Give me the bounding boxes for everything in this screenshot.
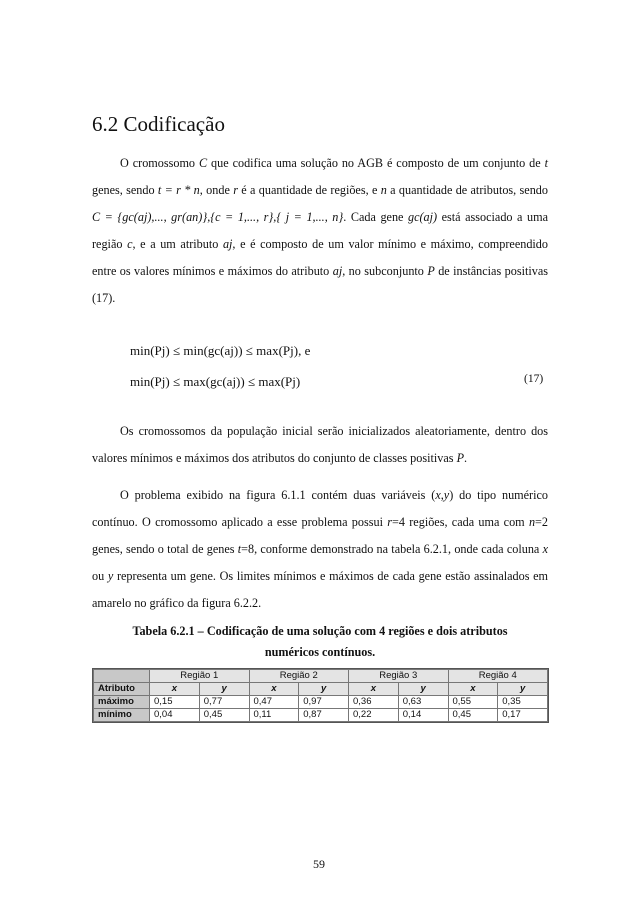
table-cell: 0,22 <box>349 709 399 722</box>
paragraph-encoding <box>92 150 548 312</box>
caption-line-1: Tabela 6.2.1 – Codificação de uma solução com 4 regiões e dois atributos <box>132 624 508 638</box>
paragraph-problem <box>92 482 548 617</box>
table-cell: 0,17 <box>498 709 548 722</box>
var-t: t <box>544 156 548 170</box>
axis-header: y <box>398 683 448 696</box>
equation-block <box>130 335 310 397</box>
var-y: y <box>107 569 114 583</box>
text: que codifica uma solução no AGB é composto de um conjunto de <box>207 156 545 170</box>
row-label: mínimo <box>94 709 150 722</box>
table-cell: 0,97 <box>299 696 349 709</box>
equation-line-1: min(Pj) ≤ min(gc(aj)) ≤ max(Pj), e <box>130 343 311 358</box>
table-row <box>94 696 548 709</box>
axis-header: x <box>249 683 299 696</box>
var-t: t <box>237 542 242 556</box>
text: . Cada gene <box>343 210 408 224</box>
var-n: n <box>380 183 387 197</box>
region-header: Região 2 <box>249 670 349 683</box>
axis-header: x <box>150 683 200 696</box>
equation-aj: aj <box>332 264 343 278</box>
table-header-regions <box>94 670 548 683</box>
table-cell: 0,15 <box>150 696 200 709</box>
var-x: x <box>542 542 548 556</box>
table-cell: 0,63 <box>398 696 448 709</box>
table-cell: 0,36 <box>349 696 399 709</box>
text: , no subconjunto <box>342 264 428 278</box>
equation-t: t = r * n <box>157 183 200 197</box>
text: O problema exibido na figura 6.1.1 contém duas variáveis ( <box>120 488 436 502</box>
region-header: Região 1 <box>150 670 250 683</box>
table-cell: 0,45 <box>448 709 498 722</box>
region-header: Região 4 <box>448 670 548 683</box>
paragraph-initialization <box>92 418 548 472</box>
equation-line-2: min(Pj) ≤ max(gc(aj)) ≤ max(Pj) <box>130 374 301 389</box>
axis-header: y <box>498 683 548 696</box>
text: =2 genes, sendo o total de genes <box>92 515 548 556</box>
var-r: r <box>387 515 392 529</box>
caption-line-2: numéricos contínuos. <box>264 645 376 659</box>
var-c: C <box>198 156 208 170</box>
equation-gene: gc(aj) <box>408 210 438 224</box>
axis-header: y <box>299 683 349 696</box>
axis-header: x <box>448 683 498 696</box>
text: de instâncias positivas (17). <box>92 264 548 305</box>
region-header: Região 3 <box>349 670 449 683</box>
table-caption <box>92 621 548 663</box>
table-header-axes <box>94 683 548 696</box>
attribute-label: Atributo <box>94 683 150 696</box>
text: ou <box>92 569 108 583</box>
var-p: P <box>427 264 435 278</box>
var-n: n <box>528 515 536 529</box>
table-cell: 0,87 <box>299 709 349 722</box>
text: . <box>464 451 468 465</box>
encoding-table-wrapper <box>92 668 549 723</box>
table-cell: 0,04 <box>150 709 200 722</box>
table-cell: 0,55 <box>448 696 498 709</box>
text: =4 regiões, cada uma com <box>392 515 529 529</box>
equation-number: (17) <box>524 373 544 385</box>
var-p: P <box>456 451 465 465</box>
text: está associado a uma região <box>92 210 548 251</box>
row-label: máximo <box>94 696 150 709</box>
page-number: 59 <box>313 857 325 871</box>
text: , onde <box>199 183 234 197</box>
table-corner <box>94 670 150 683</box>
table-row <box>94 709 548 722</box>
text: Os cromossomos da população inicial serão inicializados aleatoriamente, dentro dos valores mínimos e máximos dos atributos do conjunto de classes positivas <box>92 424 548 465</box>
equation-chromosome: C = {gc(aj),..., gr(an)},{c = 1,..., r},{ j = 1,..., n} <box>92 210 344 224</box>
axis-header: x <box>349 683 399 696</box>
table-cell: 0,47 <box>249 696 299 709</box>
axis-header: y <box>199 683 249 696</box>
encoding-table <box>93 669 548 722</box>
text: genes, sendo <box>92 183 158 197</box>
text: é a quantidade de regiões, e <box>237 183 381 197</box>
text: representa um gene. Os limites mínimos e máximos de cada gene estão assinalados em amarelo no gráfico da figura 6.2.2. <box>92 569 549 610</box>
table-cell: 0,77 <box>199 696 249 709</box>
text: , e é composto de um valor mínimo e máximo, compreendido entre os valores mínimos e máximos do atributo <box>92 237 548 278</box>
table-cell: 0,35 <box>498 696 548 709</box>
table-cell: 0,45 <box>199 709 249 722</box>
section-title: 6.2 Codificação <box>92 112 225 136</box>
text: ) do tipo numérico contínuo. O cromossomo aplicado a esse problema possui <box>92 488 548 529</box>
table-cell: 0,11 <box>249 709 299 722</box>
var-xy: x,y <box>435 488 450 502</box>
text: =8, conforme demonstrado na tabela 6.2.1, onde cada coluna <box>241 542 543 556</box>
table-cell: 0,14 <box>398 709 448 722</box>
text: a quantidade de atributos, sendo <box>386 183 548 197</box>
text: O cromossomo <box>120 156 199 170</box>
var-c-lower: c <box>127 237 133 251</box>
text: , e a um atributo <box>132 237 223 251</box>
var-r: r <box>233 183 238 197</box>
equation-aj: aj <box>222 237 233 251</box>
